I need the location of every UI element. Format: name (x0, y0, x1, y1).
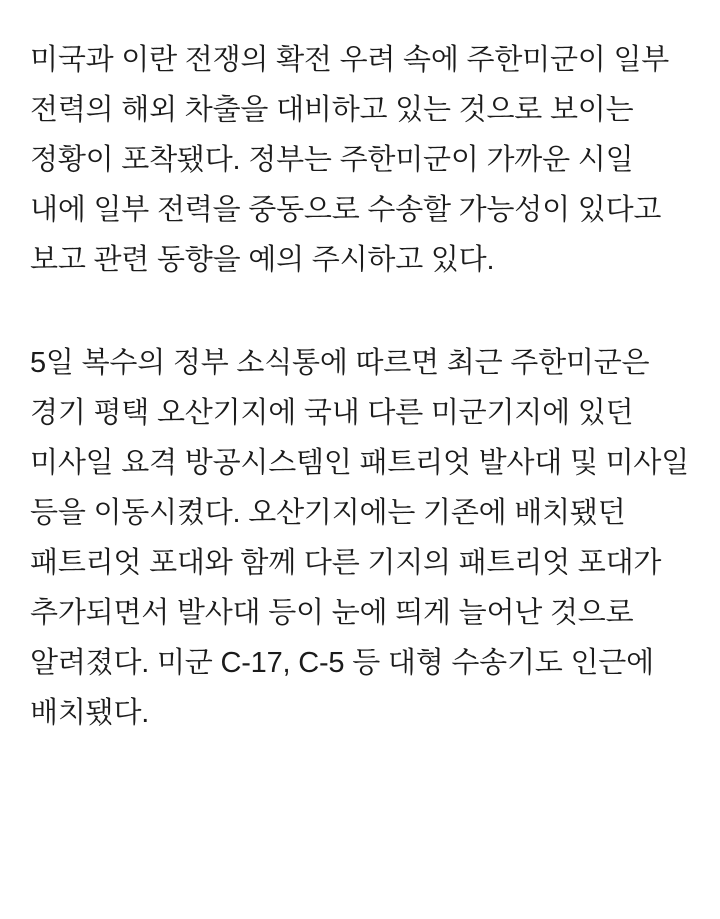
article-paragraph-1: 미국과 이란 전쟁의 확전 우려 속에 주한미군이 일부 전력의 해외 차출을 대비하고 있는 것으로 보이는 정황이 포착됐다. 정부는 주한미군이 가까운 시일 내에 일부 전력을 중동으로 수송할 가능성이 있다고 보고 관련 동향을 예의 주시하고 있다. (30, 44, 670, 276)
article-paragraph-2: 5일 복수의 정부 소식통에 따르면 최근 주한미군은 경기 평택 오산기지에 국내 다른 미군기지에 있던 미사일 요격 방공시스템인 패트리엇 발사대 및 미사일 등을 이동시켰다. 오산기지에는 기존에 배치됐던 패트리엇 포대와 함께 다른 기지의 패트리엇 포대가 추가되면서 발사대 등이 눈에 띄게 늘어난 것으로 알려졌다. 미군 C-17, C-5 등 대형 수송기도 인근에 배치됐다. (30, 347, 690, 729)
